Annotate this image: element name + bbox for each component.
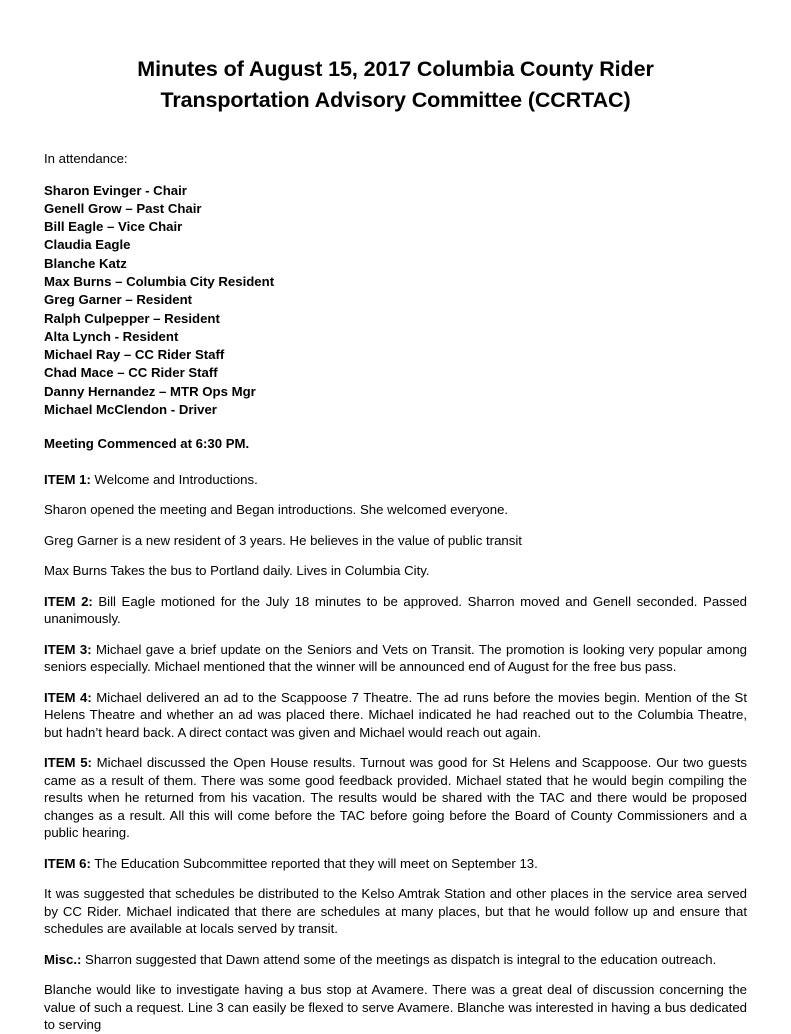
paragraph-item-2 xyxy=(44,593,747,628)
attendance-label: In attendance: xyxy=(44,151,128,166)
list-item: Max Burns – Columbia City Resident xyxy=(44,273,275,289)
item-text: Michael discussed the Open House results. Turnout was good for St Helens and Scappoose. Our two guests came as a result of them. There was some good feedback provided. Michael stated that he would begin compiling the results when he returned from his vacation. The results would be shared with the TAC and there would be proposed changes as a result. All this will come before the TAC before going before the Board of County Commissioners and a public hearing. xyxy=(44,755,747,841)
item-text: It was suggested that schedules be distributed to the Kelso Amtrak Station and other places in the service area served by CC Rider. Michael indicated that there are schedules at many places, but that he would follow up and ensure that schedules are available at locals served by transit. xyxy=(44,886,747,937)
item-text: Michael gave a brief update on the Seniors and Vets on Transit. The promotion is looking very popular among seniors especially. Michael mentioned that the winner will be announced end of August for the free bus pass. xyxy=(44,641,748,675)
list-item: Ralph Culpepper – Resident xyxy=(44,310,220,326)
paragraph-item-6 xyxy=(44,855,747,873)
item-text: Welcome and Introductions. xyxy=(90,471,258,487)
item-label: ITEM 4: xyxy=(44,689,92,705)
meeting-commenced: Meeting Commenced at 6:30 PM. xyxy=(44,436,250,452)
item-text: Michael delivered an ad to the Scappoose 7 Theatre. The ad runs before the movies begin. Mention of the St Helens Theatre and whether an ad was placed there. Michael indicated he had reached out to the Columbia Theatre, but hadn’t heard back. A direct contact was given and Michael would reach out again. xyxy=(44,689,748,740)
item-text: Blanche would like to investigate having a bus stop at Avamere. There was a great deal of discussion concerning the value of such a request. Line 3 can easily be flexed to serve Avamere. Blanche was interested in having a bus dedicated to serving xyxy=(44,982,747,1033)
item-text: Bill Eagle motioned for the July 18 minutes to be approved. Sharron moved and Genell seconded. Passed unanimously. xyxy=(44,593,748,627)
item-label: ITEM 2: xyxy=(44,593,93,609)
list-item: Michael Ray – CC Rider Staff xyxy=(44,347,225,363)
item-text: The Education Subcommittee reported that they will meet on September 13. xyxy=(90,855,538,871)
page-title xyxy=(70,54,721,116)
page-title-line-2: Transportation Advisory Committee (CCRTAC) xyxy=(160,88,631,112)
list-item: Alta Lynch - Resident xyxy=(44,328,179,344)
list-item: Claudia Eagle xyxy=(44,237,131,253)
page-title-line-1: Minutes of August 15, 2017 Columbia County Rider xyxy=(137,57,654,81)
item-text: Greg Garner is a new resident of 3 years. He believes in the value of public transit xyxy=(44,532,522,548)
list-item: Danny Hernandez – MTR Ops Mgr xyxy=(44,383,256,399)
item-label: ITEM 5: xyxy=(44,755,92,771)
item-text: Sharron suggested that Dawn attend some of the meetings as dispatch is integral to the education outreach. xyxy=(81,951,717,967)
list-item: Blanche Katz xyxy=(44,255,127,271)
paragraph-item-5 xyxy=(44,754,747,842)
list-item: Bill Eagle – Vice Chair xyxy=(44,219,183,235)
document-body xyxy=(44,150,747,1034)
item-label: ITEM 6: xyxy=(44,855,91,871)
list-item: Chad Mace – CC Rider Staff xyxy=(44,365,218,381)
list-item: Sharon Evinger - Chair xyxy=(44,182,187,198)
paragraph-item-1 xyxy=(44,471,747,489)
paragraph-item-3 xyxy=(44,641,747,676)
paragraph-intro-max xyxy=(44,562,747,580)
item-label: ITEM 1: xyxy=(44,471,91,487)
paragraph-schedules xyxy=(44,885,747,938)
paragraph-avamere xyxy=(44,981,747,1034)
paragraph-item-4 xyxy=(44,689,747,742)
item-text: Max Burns Takes the bus to Portland daily. Lives in Columbia City. xyxy=(44,563,430,579)
item-label: Misc.: xyxy=(44,951,82,967)
list-item: Greg Garner – Resident xyxy=(44,292,193,308)
item-text: Sharon opened the meeting and Began introductions. She welcomed everyone. xyxy=(44,502,509,518)
list-item: Michael McClendon - Driver xyxy=(44,402,217,418)
paragraph-misc xyxy=(44,951,747,969)
paragraph-intro-greg xyxy=(44,532,747,550)
list-item: Genell Grow – Past Chair xyxy=(44,200,202,216)
paragraph-intro-sharon xyxy=(44,501,747,519)
item-label: ITEM 3: xyxy=(44,641,92,657)
attendee-list xyxy=(44,182,747,420)
